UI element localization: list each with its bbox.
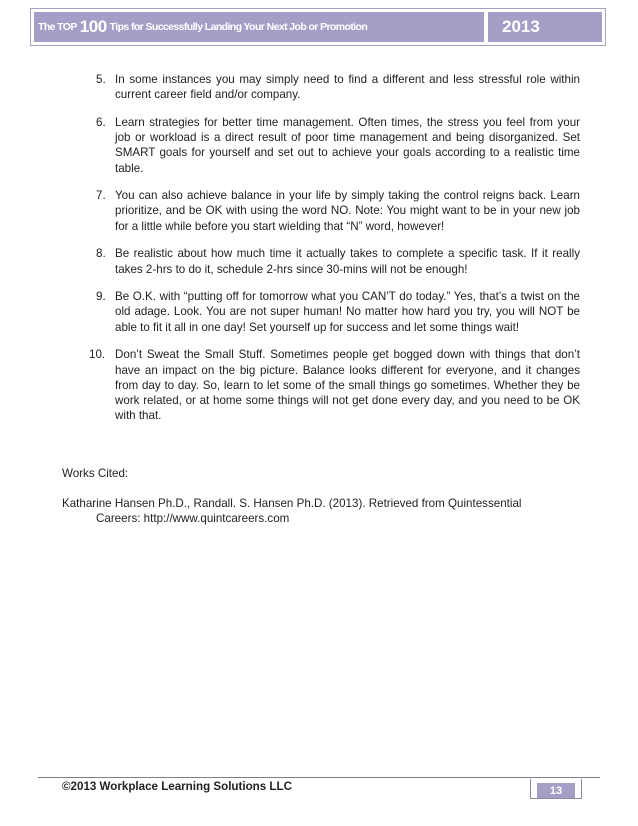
- item-number: 10.: [89, 348, 106, 362]
- item-number: 8.: [96, 247, 106, 261]
- citation-line: Careers: http://www.quintcareers.com: [96, 512, 290, 526]
- footer-copyright: ©2013 Workplace Learning Solutions LLC: [62, 780, 292, 793]
- item-text: You can also achieve balance in your life by simply taking the control reigns back. Learn prioritize, and be OK with using the word NO. Note: You might want to be in your new job for a little while before you start wielding that “N” word, however!: [115, 189, 580, 233]
- document-title: [34, 12, 484, 42]
- item-text: Be O.K. with “putting off for tomorrow what you CAN’T do today.” Yes, that’s a twist on the old adage. Look. You are not super human! No matter how hard you try, you will NOT be able to fit it all in one day! Set yourself up for success and let some things wait!: [115, 290, 580, 334]
- item-number: 9.: [96, 290, 106, 304]
- citation-line: Katharine Hansen Ph.D., Randall. S. Hansen Ph.D. (2013). Retrieved from Quintessential: [62, 497, 522, 510]
- list-item: [0, 188, 580, 234]
- list-item: [0, 115, 580, 176]
- item-number: 5.: [96, 73, 106, 86]
- item-text: Learn strategies for better time management. Often times, the stress you feel from your job or workload is a direct result of poor time management and being disorganized. Set SMART goals for yourself and set out to achieve your goals according to a realistic time table.: [115, 115, 580, 175]
- tips-list: [0, 72, 638, 436]
- list-item: [0, 72, 580, 102]
- item-number: 7.: [96, 189, 106, 203]
- list-item: [0, 289, 580, 335]
- title-prefix: The TOP: [38, 21, 77, 33]
- item-text: Be realistic about how much time it actually takes to complete a specific task. If it really takes 2-hrs to do it, schedule 2-hrs since 30-mins will not be enough!: [115, 247, 580, 276]
- citation: [62, 496, 582, 526]
- list-item: [0, 347, 580, 423]
- page-number: 13: [537, 783, 575, 798]
- item-number: 6.: [96, 115, 106, 129]
- document-year: 2013: [488, 12, 602, 42]
- works-cited-heading: Works Cited:: [62, 467, 129, 480]
- footer-divider: [38, 777, 600, 778]
- item-text: In some instances you may simply need to find a different and less stressful role within current career field and/or company.: [115, 73, 580, 102]
- item-text: Don’t Sweat the Small Stuff. Sometimes people get bogged down with things that don’t have an impact on the big picture. Balance looks different for everyone, and it changes from day to day. So, learn to let some of the small things go sometimes. Whether they be work related, or at home some things will not get done every day, and you need to be OK with that.: [115, 348, 580, 423]
- title-suffix: Tips for Successfully Landing Your Next Job or Promotion: [109, 21, 368, 33]
- title-number: 100: [79, 17, 107, 36]
- list-item: [0, 246, 580, 276]
